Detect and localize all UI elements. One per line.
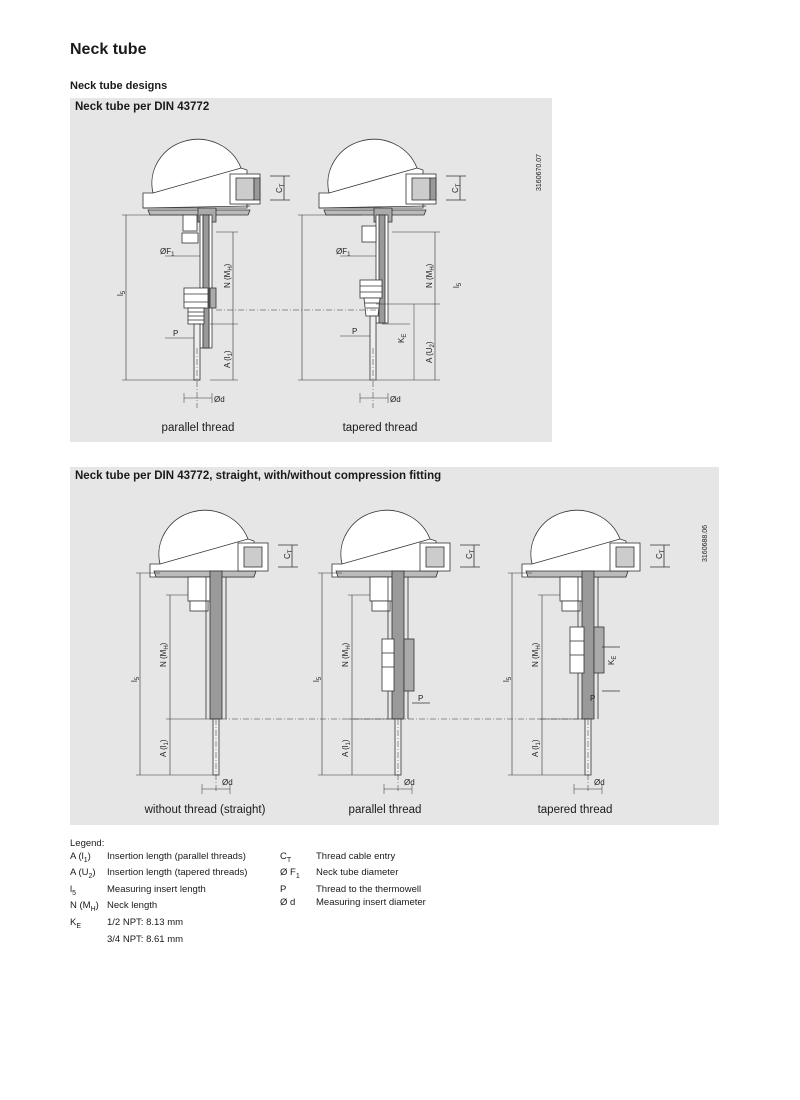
dimension-label: $l_5$ xyxy=(502,676,513,682)
dimension-label: N $(M_H)$ xyxy=(531,642,542,667)
dimension-label: $l_5$ xyxy=(130,676,141,682)
drawing-parallel-thread xyxy=(122,139,290,408)
legend-desc: Neck length xyxy=(107,900,158,912)
label-ke: $K_E$ xyxy=(397,333,408,343)
legend-row xyxy=(280,867,426,884)
legend-title: Legend: xyxy=(70,838,105,849)
dimension-label: P xyxy=(418,694,424,703)
legend-key xyxy=(70,934,107,947)
label-p: P xyxy=(173,329,179,338)
label-ct: $C_T$ xyxy=(451,183,462,193)
legend-key: $C_T$ xyxy=(280,850,292,864)
legend-desc: Insertion length (tapered threads) xyxy=(107,867,248,879)
label-f1: $ØF_1$ xyxy=(336,247,351,258)
dimension-label: $K_E$ xyxy=(607,655,618,665)
ref-code-text xyxy=(536,154,543,191)
label-n: N $(M_H)$ xyxy=(425,263,436,288)
legend-key: Ø d xyxy=(280,896,296,908)
panel-din43772 xyxy=(70,98,552,442)
legend-key: $l_5$ xyxy=(70,883,77,897)
legend-key: N $(M_H)$ xyxy=(70,900,99,914)
dimension-label: N $(M_H)$ xyxy=(341,642,352,667)
legend-desc: Thread cable entry xyxy=(316,850,396,862)
legend-row xyxy=(70,867,280,884)
dimension-label: N $(M_H)$ xyxy=(159,642,170,667)
panel2-drawings xyxy=(70,467,719,825)
dimension-label: A $(l_1)$ xyxy=(531,739,542,757)
legend-left-column xyxy=(70,851,280,947)
panel-title: Neck tube per DIN 43772 xyxy=(75,101,210,113)
label-ls: $l_5$ xyxy=(116,290,127,296)
legend-key: P xyxy=(280,883,287,895)
label-p: P xyxy=(352,327,358,336)
legend-row xyxy=(280,851,426,868)
panel-din43772-straight xyxy=(70,467,719,825)
label-a1: A $(l_1)$ xyxy=(223,350,234,368)
legend-desc: Neck tube diameter xyxy=(316,867,399,879)
legend-desc: Insertion length (parallel threads) xyxy=(107,850,246,862)
caption-parallel-thread: parallel thread xyxy=(348,804,422,816)
label-d: Ød xyxy=(390,395,401,404)
dimension-label: $C_T$ xyxy=(655,549,666,559)
legend-key: A $(U_2)$ xyxy=(70,867,96,881)
legend-key: $K_E$ xyxy=(70,917,82,930)
legend-desc: Thread to the thermowell xyxy=(316,883,422,895)
dimension-label: A $(l_1)$ xyxy=(159,739,170,757)
legend xyxy=(70,838,470,946)
label-a2: A $(U_2)$ xyxy=(425,341,436,363)
dimension-label: $C_T$ xyxy=(283,549,294,559)
legend-desc: Measuring insert length xyxy=(107,883,206,895)
caption-parallel-thread: parallel thread xyxy=(161,422,235,434)
caption-tapered-thread: tapered thread xyxy=(537,804,613,816)
legend-row xyxy=(280,884,426,897)
legend-row xyxy=(70,851,280,868)
legend-key: Ø $F_1$ xyxy=(280,867,300,881)
label-d: Ød xyxy=(214,395,225,404)
legend-key: A $(l_1)$ xyxy=(70,850,91,864)
legend-desc: 1/2 NPT: 8.13 mm xyxy=(107,917,184,929)
dimension-label: P xyxy=(590,694,596,703)
label-ls: $l_5$ xyxy=(452,282,463,288)
svg-text:3160688.06: 3160688.06 xyxy=(702,525,709,562)
legend-row xyxy=(70,900,280,917)
dimension-label: A $(l_1)$ xyxy=(341,739,352,757)
legend-row xyxy=(70,917,280,934)
page-title: Neck tube xyxy=(70,41,147,58)
label-f1: $ØF_1$ xyxy=(160,247,175,258)
section-subtitle: Neck tube designs xyxy=(70,80,168,92)
legend-row xyxy=(70,934,280,947)
drawing-tapered-thread xyxy=(298,139,466,408)
dimension-label: Ød xyxy=(594,778,605,787)
legend-desc: 3/4 NPT: 8.61 mm xyxy=(107,933,184,945)
dimension-label: Ød xyxy=(222,778,233,787)
panel-title: Neck tube per DIN 43772, straight, with/without compression fitting xyxy=(75,470,442,482)
dimension-label: Ød xyxy=(404,778,415,787)
legend-desc: Measuring insert diameter xyxy=(316,896,426,908)
legend-right-column xyxy=(280,851,426,947)
label-ct: $C_T$ xyxy=(275,183,286,193)
svg-text:3160670.07: 3160670.07 xyxy=(536,154,543,191)
caption-tapered-thread: tapered thread xyxy=(342,422,418,434)
label-n: N $(M_H)$ xyxy=(223,263,234,288)
legend-row xyxy=(280,897,426,910)
legend-row xyxy=(70,884,280,901)
caption-without-thread: without thread (straight) xyxy=(144,804,266,816)
panel1-drawings xyxy=(70,98,552,442)
dimension-label: $l_5$ xyxy=(312,676,323,682)
dimension-label: $C_T$ xyxy=(465,549,476,559)
